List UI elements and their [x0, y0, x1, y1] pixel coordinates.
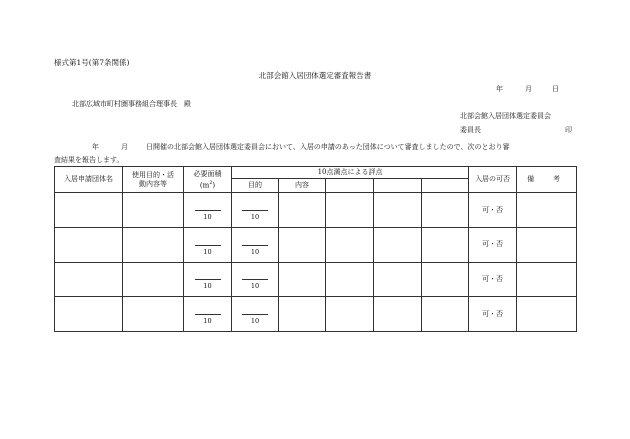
cell-score [279, 297, 326, 332]
date-day: 日 [552, 85, 559, 93]
sender-organization: 北部会館入居団体選定委員会 [460, 112, 551, 120]
cell-area: 10 [184, 228, 232, 263]
date-year: 年 [496, 85, 503, 93]
date-month: 月 [525, 85, 532, 93]
header-score: 10点満点による評点 [232, 167, 469, 179]
subheader-content: 内容 [279, 179, 326, 193]
body-year: 年 [92, 143, 99, 151]
cell-applicant [55, 262, 123, 297]
cell-score [326, 262, 374, 297]
cell-area: 10 [184, 193, 232, 228]
header-area: 必要面積 $(m^2)$ [184, 167, 232, 193]
table-row [55, 297, 577, 332]
cell-score [374, 228, 422, 263]
cell-remarks [517, 228, 577, 263]
cell-remarks [517, 262, 577, 297]
cell-purpose [123, 193, 184, 228]
cell-score [422, 193, 469, 228]
table-row [55, 193, 577, 228]
cell-applicant [55, 193, 123, 228]
form-number: 様式第1号(第7条関係) [54, 58, 130, 67]
header-remarks: 備 考 [517, 167, 577, 193]
body-month: 月 [121, 143, 128, 151]
cell-area: 10 [184, 297, 232, 332]
header-purpose: 使用目的・活 動内容等 [123, 167, 184, 193]
cell-score [422, 262, 469, 297]
cell-purpose [123, 297, 184, 332]
cell-score-purpose: 10 [232, 262, 279, 297]
cell-score [326, 297, 374, 332]
cell-approval: 可・否 [469, 297, 517, 332]
subheader-blank [374, 179, 422, 193]
report-date [496, 86, 559, 93]
cell-score-purpose: 10 [232, 193, 279, 228]
cell-score [326, 228, 374, 263]
cell-purpose [123, 262, 184, 297]
cell-score-purpose: 10 [232, 297, 279, 332]
cell-score [422, 228, 469, 263]
subheader-blank [422, 179, 469, 193]
cell-score [279, 228, 326, 263]
cell-approval: 可・否 [469, 193, 517, 228]
header-applicant: 入居申請団体名 [55, 167, 123, 193]
cell-applicant [55, 228, 123, 263]
seal-mark: 印 [565, 126, 572, 134]
cell-purpose [123, 228, 184, 263]
body-text-line1: 日開催の北部会館入居団体選定委員会において、入居の申請のあった団体について審査しましたので、次のとおり審 [146, 143, 510, 151]
screening-table [54, 166, 577, 332]
header-approval: 入居の可否 [469, 167, 517, 193]
sender-chair: 委員長 [460, 126, 481, 134]
cell-score [374, 297, 422, 332]
body-text [54, 141, 584, 167]
cell-approval: 可・否 [469, 228, 517, 263]
table-row [55, 262, 577, 297]
cell-approval: 可・否 [469, 262, 517, 297]
cell-score [422, 297, 469, 332]
subheader-blank [326, 179, 374, 193]
cell-remarks [517, 297, 577, 332]
cell-remarks [517, 193, 577, 228]
cell-applicant [55, 297, 123, 332]
cell-score [279, 193, 326, 228]
cell-area: 10 [184, 262, 232, 297]
cell-score [279, 262, 326, 297]
body-text-line2: 査結果を報告します。 [54, 156, 124, 164]
document-title: 北部会館入居団体選定審査報告書 [258, 71, 372, 80]
cell-score [374, 262, 422, 297]
subheader-purpose: 目的 [232, 179, 279, 193]
cell-score [326, 193, 374, 228]
addressee: 北部広域市町村圏事務組合理事長 殿 [72, 100, 191, 108]
cell-score [374, 193, 422, 228]
table-row [55, 228, 577, 263]
cell-score-purpose: 10 [232, 228, 279, 263]
